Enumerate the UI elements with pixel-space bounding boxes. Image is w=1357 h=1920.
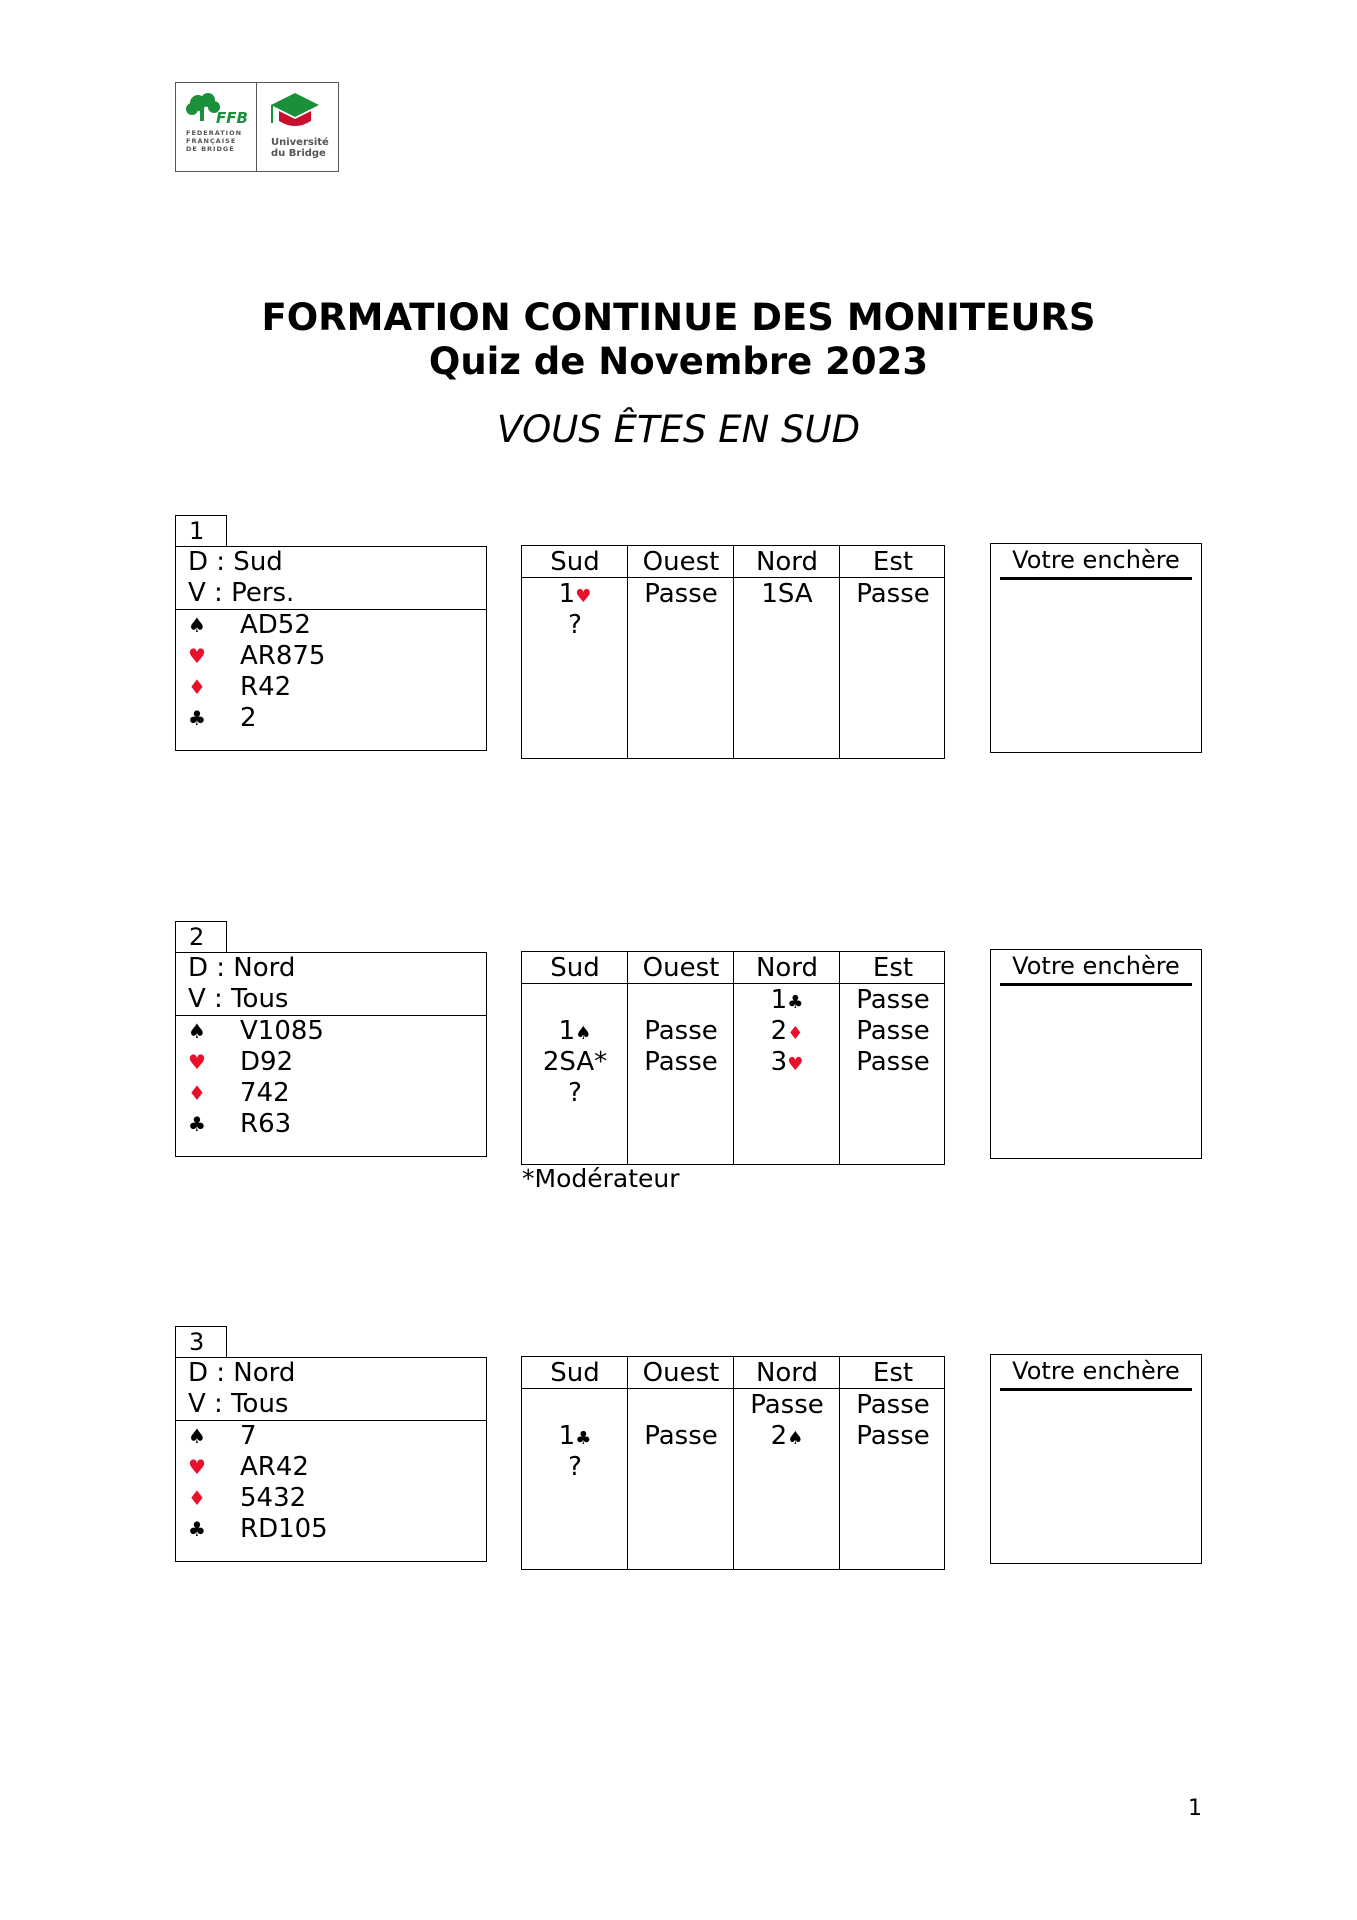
bid-cell: Passe	[644, 1016, 718, 1046]
bidding-table	[521, 545, 945, 759]
heart-icon: ♥	[188, 644, 206, 668]
vulnerability-label: V : Pers.	[188, 578, 295, 608]
bid-cell: 2SA*	[542, 1047, 608, 1077]
bid-cell: ?	[568, 1452, 582, 1482]
bid-cell: Passe	[856, 579, 930, 609]
spade-icon: ♠	[787, 1428, 804, 1449]
dealer-label: D : Nord	[188, 1358, 296, 1388]
diamond-icon: ♦	[188, 675, 206, 699]
heart-icon: ♥	[188, 1455, 206, 1479]
quiz-number: 3	[175, 1326, 227, 1358]
diamond-icon: ♦	[188, 1486, 206, 1510]
universite-text: Université du Bridge	[271, 137, 329, 159]
bidding-table	[521, 951, 945, 1165]
header-est: Est	[872, 547, 914, 577]
bid-cell: 1♥	[558, 579, 592, 609]
bid-cell: Passe	[644, 579, 718, 609]
bid-cell: Passe	[856, 1390, 930, 1420]
answer-box[interactable]	[990, 1354, 1202, 1564]
bid-cell: Passe	[750, 1390, 824, 1420]
position-heading: VOUS ÊTES EN SUD	[496, 408, 861, 451]
header-ouest: Ouest	[642, 953, 720, 983]
page-number: 1	[1188, 1796, 1202, 1821]
heart-cards: AR42	[240, 1452, 309, 1482]
diamond-cards: 5432	[240, 1483, 307, 1513]
header-sud: Sud	[550, 1358, 600, 1388]
answer-box[interactable]	[990, 543, 1202, 753]
answer-label: Votre enchère	[1012, 952, 1180, 980]
graduation-cap-icon	[265, 89, 325, 135]
header-est: Est	[872, 1358, 914, 1388]
bid-cell: 1♠	[558, 1016, 592, 1046]
dealer-label: D : Nord	[188, 953, 296, 983]
vulnerability-label: V : Tous	[188, 984, 289, 1014]
bid-cell: ?	[568, 610, 582, 640]
club-icon: ♣	[575, 1428, 592, 1449]
header-sud: Sud	[550, 547, 600, 577]
ffb-text: FEDERATION FRANÇAISE DE BRIDGE	[186, 129, 243, 153]
spade-icon: ♠	[188, 613, 206, 637]
bidding-note: *Modérateur	[522, 1164, 680, 1193]
answer-label: Votre enchère	[1012, 1357, 1180, 1385]
vulnerability-label: V : Tous	[188, 1389, 289, 1419]
bid-cell: ?	[568, 1078, 582, 1108]
spade-icon: ♠	[188, 1424, 206, 1448]
bid-cell: Passe	[856, 985, 930, 1015]
club-icon: ♣	[188, 1517, 206, 1541]
heart-cards: AR875	[240, 641, 326, 671]
bid-cell: 3♥	[770, 1047, 804, 1077]
divider	[176, 1420, 486, 1421]
universite-logo	[257, 83, 338, 171]
header-nord: Nord	[755, 1358, 819, 1388]
club-cards: R63	[240, 1109, 292, 1139]
club-icon: ♣	[787, 992, 804, 1013]
answer-underline	[1000, 1388, 1192, 1391]
heart-icon: ♥	[575, 586, 592, 607]
quiz-number: 1	[175, 515, 227, 547]
diamond-icon: ♦	[188, 1081, 206, 1105]
bid-cell: 1SA	[761, 579, 813, 609]
bid-cell: Passe	[856, 1016, 930, 1046]
answer-label: Votre enchère	[1012, 546, 1180, 574]
ffb-mark: FFB	[216, 109, 248, 127]
spade-icon: ♠	[575, 1023, 592, 1044]
bid-cell: Passe	[644, 1047, 718, 1077]
club-cards: RD105	[240, 1514, 328, 1544]
bid-cell: 1♣	[770, 985, 804, 1015]
header-ouest: Ouest	[642, 1358, 720, 1388]
hand-box	[175, 546, 487, 751]
ffb-logo	[176, 83, 257, 171]
header-ouest: Ouest	[642, 547, 720, 577]
header-est: Est	[872, 953, 914, 983]
hand-box	[175, 952, 487, 1157]
spade-cards: 7	[240, 1421, 257, 1451]
diamond-cards: 742	[240, 1078, 290, 1108]
quiz-number: 2	[175, 921, 227, 953]
heart-icon: ♥	[787, 1054, 804, 1075]
spade-icon: ♠	[188, 1019, 206, 1043]
bid-cell: Passe	[856, 1047, 930, 1077]
heart-icon: ♥	[188, 1050, 206, 1074]
divider	[176, 609, 486, 610]
diamond-icon: ♦	[787, 1023, 804, 1044]
answer-underline	[1000, 983, 1192, 986]
club-icon: ♣	[188, 706, 206, 730]
club-cards: 2	[240, 703, 257, 733]
club-icon: ♣	[188, 1112, 206, 1136]
heart-cards: D92	[240, 1047, 294, 1077]
bid-cell: 1♣	[558, 1421, 592, 1451]
hand-box	[175, 1357, 487, 1562]
divider	[176, 1015, 486, 1016]
dealer-label: D : Sud	[188, 547, 283, 577]
page-subtitle: Quiz de Novembre 2023	[428, 340, 929, 383]
bid-cell: Passe	[856, 1421, 930, 1451]
logo	[175, 82, 339, 172]
bid-cell: 2♦	[770, 1016, 804, 1046]
header-sud: Sud	[550, 953, 600, 983]
bidding-table	[521, 1356, 945, 1570]
bid-cell: 2♠	[770, 1421, 804, 1451]
spade-cards: AD52	[240, 610, 311, 640]
diamond-cards: R42	[240, 672, 292, 702]
answer-underline	[1000, 577, 1192, 580]
header-nord: Nord	[755, 547, 819, 577]
answer-box[interactable]	[990, 949, 1202, 1159]
header-nord: Nord	[755, 953, 819, 983]
bid-cell: Passe	[644, 1421, 718, 1451]
spade-cards: V1085	[240, 1016, 324, 1046]
page-title: FORMATION CONTINUE DES MONITEURS	[261, 296, 1096, 339]
